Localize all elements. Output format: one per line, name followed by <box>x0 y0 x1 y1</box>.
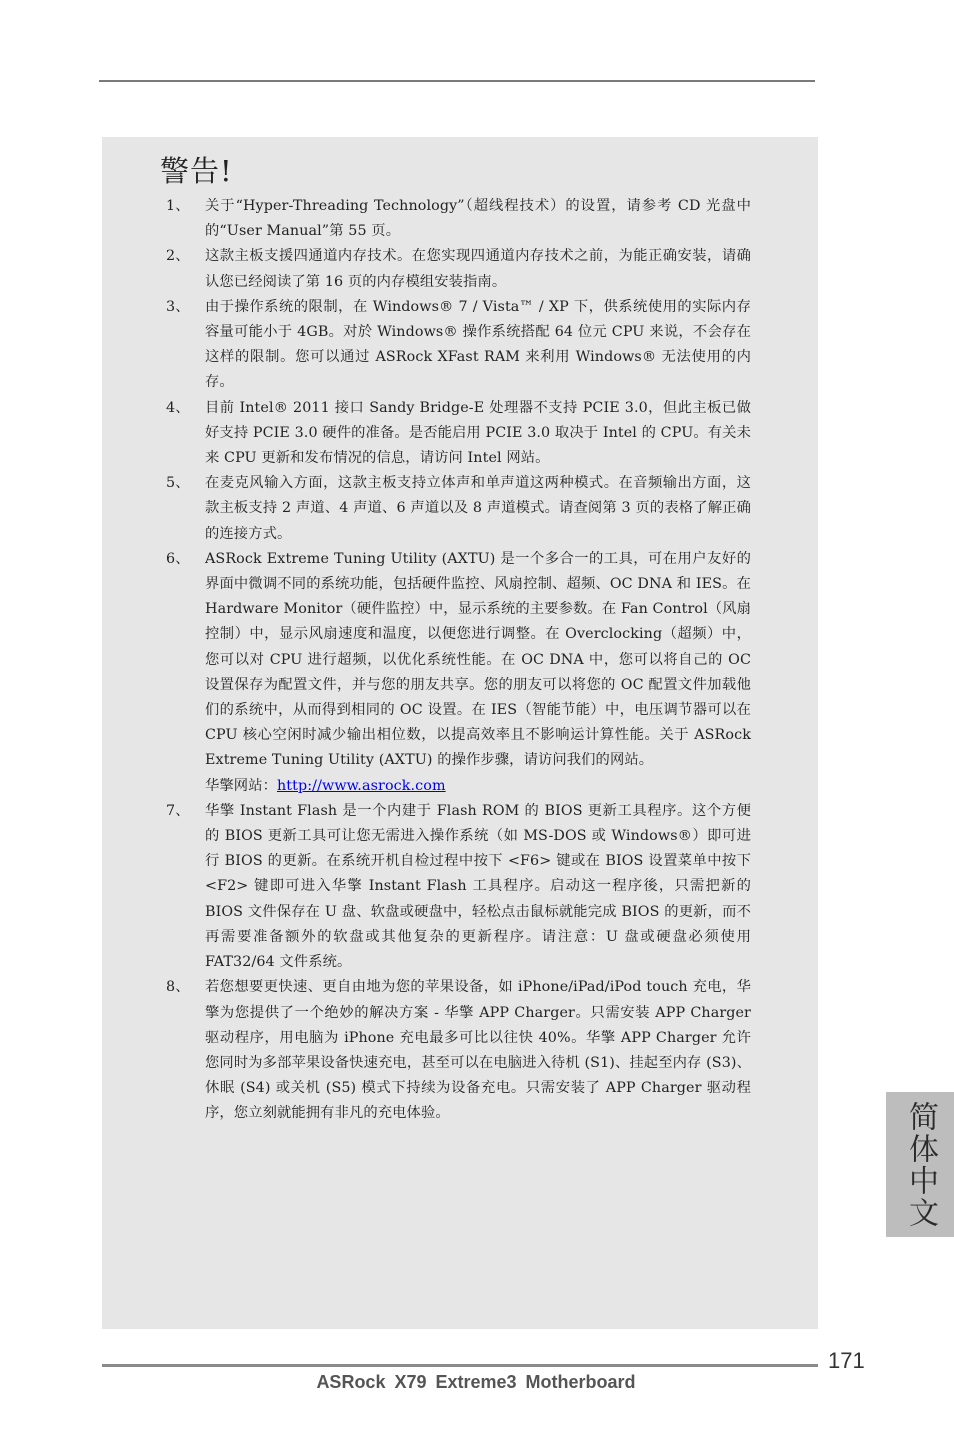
item-number: 3、 <box>166 298 190 315</box>
page-number: 171 <box>828 1348 865 1373</box>
item-number: 4、 <box>166 399 190 416</box>
list-item <box>166 975 751 1126</box>
item-text: 关于“Hyper-Threading Technology”（超线程技术）的设置，请参考 CD 光盘中的“User Manual”第 55 页。 <box>205 198 751 240</box>
item-text: 若您想要更快速、更自由地为您的苹果设备，如 iPhone/iPad/iPod touch 充电，华擎为您提供了一个绝妙的解决方案 - 华擎 APP Charger。只需安装 APP Charger 驱动程序，用电脑为 iPhone 充电最多可比以往快 40%。华擎 APP Charger 允许您同时为多部苹果设备快速充电，甚至可以在电脑进入待机 (S1)、挂起至内存 (S3)、休眠 (S4) 或关机 (S5) 模式下持续为设备充电。只需安装了 APP Charger 驱动程序，您立刻就能拥有非凡的充电体验。 <box>205 979 751 1122</box>
top-rule <box>99 80 815 82</box>
warning-panel <box>102 137 818 1329</box>
item-text: 华擎 Instant Flash 是一个内建于 Flash ROM 的 BIOS 更新工具程序。这个方便的 BIOS 更新工具可让您无需进入操作系统（如 MS-DOS 或 Windows®）即可进行 BIOS 的更新。在系统开机自检过程中按下 <F6> 键或在 BIOS 设置菜单中按下 <F2> 键即可进入华擎 Instant Flash 工具程序。启动这一程序後，只需把新的 BIOS 文件保存在 U 盘、软盘或硬盘中，轻松点击鼠标就能完成 BIOS 的更新，而不再需要准备额外的软盘或其他复杂的更新程序。请注意：U 盘或硬盘必须使用 FAT32/64 文件系统。 <box>205 802 751 971</box>
item-number: 6、 <box>166 550 190 567</box>
list-item <box>166 194 751 244</box>
list-item <box>166 295 751 396</box>
item-number: 7、 <box>166 802 190 819</box>
website-label: 华擎网站： <box>205 777 277 794</box>
language-side-tab <box>886 1092 954 1237</box>
bottom-rule <box>102 1364 818 1367</box>
item-number: 2、 <box>166 248 190 265</box>
footer-title: ASRock X79 Extreme3 Motherboard <box>316 1372 636 1392</box>
list-item <box>166 547 751 799</box>
item-text: 由于操作系统的限制，在 Windows® 7 / Vista™ / XP 下，供系统使用的实际内存容量可能小于 4GB。对於 Windows® 操作系统搭配 64 位元 CPU 来说，不会存在这样的限制。您可以通过 ASRock XFast RAM 来利用 Windows® 无法使用的内存。 <box>205 298 751 391</box>
item-text: 在麦克风输入方面，这款主板支持立体声和单声道这两种模式。在音频输出方面，这款主板支持 2 声道、4 声道、6 声道以及 8 声道模式。请查阅第 3 页的表格了解正确的连接方式。 <box>205 475 751 542</box>
item-number: 5、 <box>166 475 190 492</box>
list-item <box>166 799 751 975</box>
list-item <box>166 396 751 472</box>
language-label: 简体中文 <box>903 1100 938 1229</box>
item-text: ASRock Extreme Tuning Utility (AXTU) 是一个多合一的工具，可在用户友好的界面中微调不同的系统功能，包括硬件监控、风扇控制、超频、OC DNA 和 IES。在 Hardware Monitor（硬件监控）中，显示系统的主要参数。在 Fan Control（风扇控制）中，显示风扇速度和温度，以便您进行调整。在 Overclocking（超频）中，您可以对 CPU 进行超频，以优化系统性能。在 OC DNA 中，您可以将自己的 OC 设置保存为配置文件，并与您的朋友共享。您的朋友可以将您的 OC 配置文件加载他们的系统中，从而得到相同的 OC 设置。在 IES（智能节能）中，电压调节器可以在 CPU 核心空闲时减少输出相位数，以提高效率且不影响运计算性能。关于 ASRock Extreme Tuning Utility (AXTU) 的操作步骤，请访问我们的网站。 <box>205 550 751 769</box>
warning-title: 警告! <box>160 154 233 188</box>
item-text: 这款主板支援四通道内存技术。在您实现四通道内存技术之前，为能正确安装，请确认您已经阅读了第 16 页的内存模组安装指南。 <box>205 248 751 290</box>
item-text: 目前 Intel® 2011 接口 Sandy Bridge-E 处理器不支持 PCIE 3.0，但此主板已做好支持 PCIE 3.0 硬件的准备。是否能启用 PCIE 3.0 取决于 Intel 的 CPU。有关未来 CPU 更新和发布情况的信息，请访问 Intel 网站。 <box>205 399 751 467</box>
website-link[interactable]: http://www.asrock.com <box>276 777 446 794</box>
item-number: 8、 <box>166 979 190 996</box>
list-item <box>166 244 751 294</box>
warning-list <box>166 194 751 1127</box>
item-number: 1、 <box>166 198 190 214</box>
list-item <box>166 471 751 547</box>
